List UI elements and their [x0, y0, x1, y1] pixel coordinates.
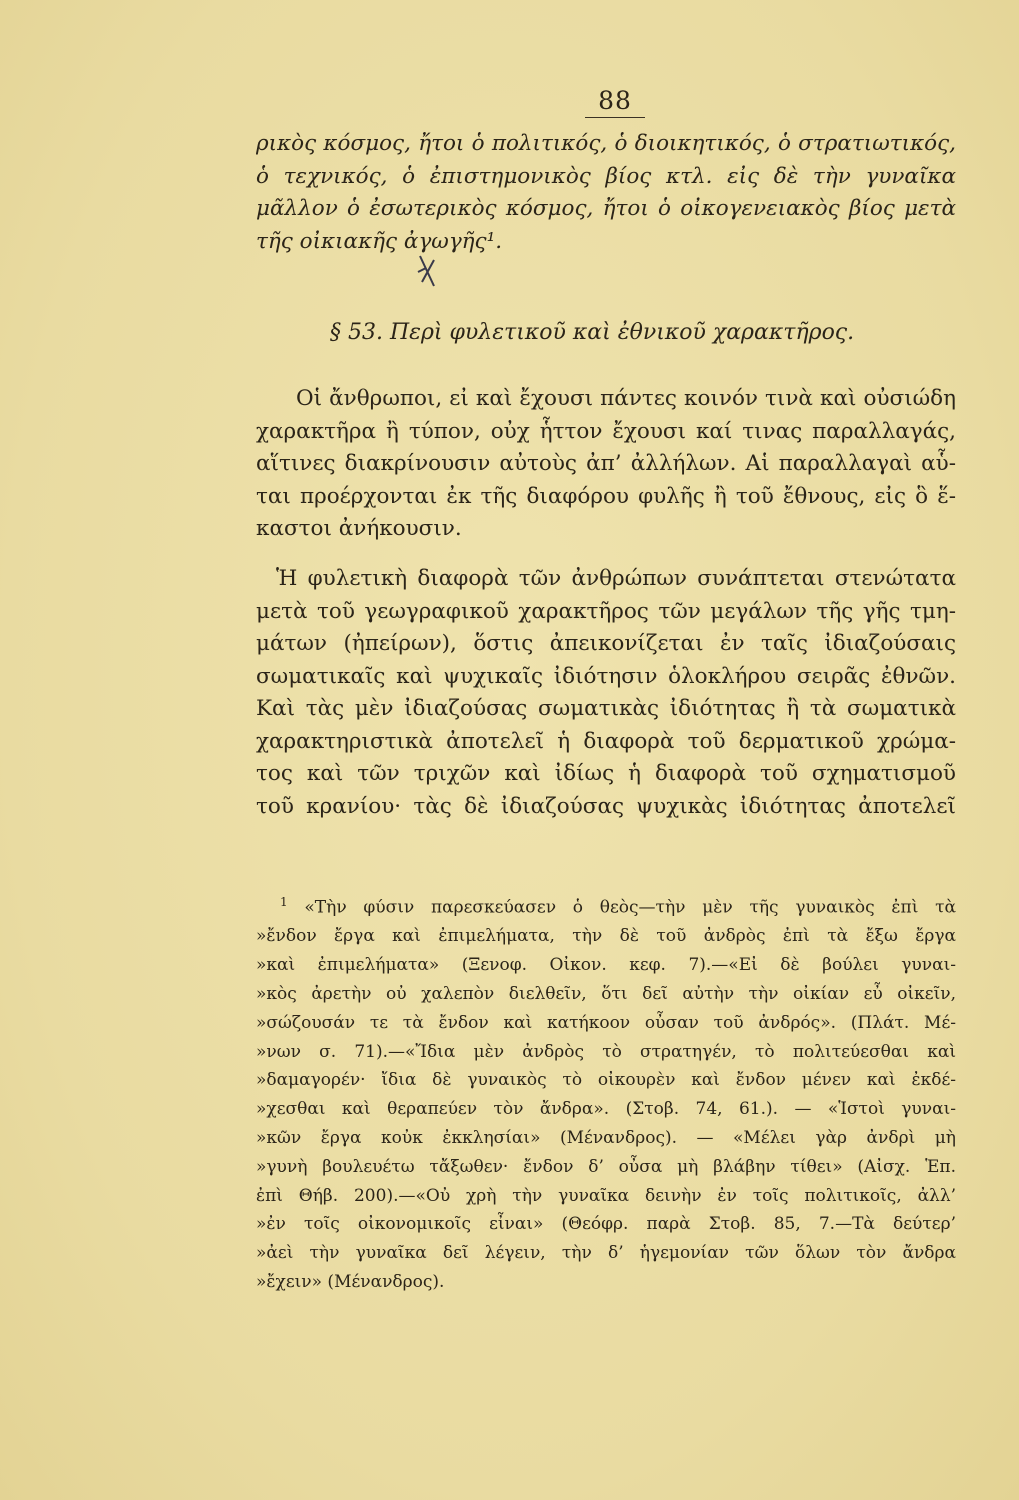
footnote-line: »νων σ. 71).—«Ἴδια μὲν ἀνδρὸς τὸ στρατηγέν, τὸ πολιτεύεσθαι καὶ [256, 1041, 956, 1062]
section-heading: § 53. Περὶ φυλετικοῦ καὶ ἐθνικοῦ χαρακτῆρος. [330, 320, 855, 345]
text-line: χαρακτῆρα ἢ τύπον, οὐχ ἧττον ἔχουσι καί τινας παραλλαγάς, [256, 418, 956, 444]
footnote-line: »ἔνδον ἔργα καὶ ἐπιμελήματα, τὴν δὲ τοῦ ἀνδρὸς ἐπὶ τὰ ἔξω ἔργα [256, 926, 956, 947]
text-line: καστοι ἀνήκουσιν. [256, 516, 462, 541]
text-line: αἵτινες διακρίνουσιν αὐτοὺς ἀπ’ ἀλλήλων. Αἱ παραλλαγαὶ αὗ- [256, 451, 956, 476]
footnote-line: »ἀεὶ τὴν γυναῖκα δεῖ λέγειν, τὴν δ’ ἡγεμονίαν τῶν ὅλων τὸν ἄνδρα [256, 1243, 956, 1264]
footnote-line: ἐπὶ Θήβ. 200).—«Οὐ χρὴ τὴν γυναῖκα δεινὴν ἐν τοῖς πολιτικοῖς, ἀλλ’ [256, 1185, 956, 1206]
footnote-line: »ἐν τοῖς οἰκονομικοῖς εἶναι» (Θεόφρ. παρὰ Στοβ. 85, 7.—Τὰ δεύτερ’ [256, 1214, 956, 1235]
footnote-line: »κὸς ἀρετὴν οὐ χαλεπὸν διελθεῖν, ὅτι δεῖ αὐτὴν τὴν οἰκίαν εὖ οἰκεῖν, [256, 984, 956, 1005]
text-line: σωματικαῖς καὶ ψυχικαῖς ἰδιότησιν ὁλοκλήρου σειρᾶς ἐθνῶν. [256, 663, 956, 689]
text-line: Οἱ ἄνθρωποι, εἰ καὶ ἔχουσι πάντες κοινόν τινὰ καὶ οὐσιώδη [296, 386, 956, 411]
footnote-marker: 1 [280, 895, 288, 909]
text-line: χαρακτηριστικὰ ἀποτελεῖ ἡ διαφορὰ τοῦ δερματικοῦ χρώμα- [256, 728, 956, 754]
text-line: τῆς οἰκιακῆς ἀγωγῆς¹. [256, 228, 503, 254]
footnote-line: »κῶν ἔργα κοὐκ ἐκκλησίαι» (Μένανδρος). — «Μέλει γὰρ ἀνδρὶ μὴ [256, 1128, 956, 1149]
footnote-line: $^1$ «Τὴν φύσιν παρεσκεύασεν ὁ θεὸς—τὴν μὲν τῆς γυναικὸς ἐπὶ τὰ [280, 895, 956, 918]
intro-paragraph [256, 128, 956, 258]
text-line: μάτων (ἠπείρων), ὅστις ἀπεικονίζεται ἐν ταῖς ἰδιαζούσαις [256, 631, 956, 656]
text-line: ρικὸς κόσμος, ἤτοι ὁ πολιτικός, ὁ διοικητικός, ὁ στρατιωτικός, [256, 131, 956, 156]
paragraph-2 [256, 563, 956, 823]
text-line: ται προέρχονται ἐκ τῆς διαφόρου φυλῆς ἢ τοῦ ἔθνους, εἰς ὃ ἕ- [256, 483, 956, 509]
footnote-line: »σώζουσάν τε τὰ ἔνδον καὶ κατήκοον οὖσαν τοῦ ἀνδρός». (Πλάτ. Μέ- [256, 1012, 956, 1033]
text-line: τοῦ κρανίου· τὰς δὲ ἰδιαζούσας ψυχικὰς ἰδιότητας ἀποτελεῖ [256, 793, 956, 819]
footnote [256, 888, 956, 1297]
footnote-line: »καὶ ἐπιμελήματα» (Ξενοφ. Οἰκον. κεφ. 7).—«Εἰ δὲ βούλει γυναι- [256, 955, 956, 976]
text-line: Ἡ φυλετικὴ διαφορὰ τῶν ἀνθρώπων συνάπτεται στενώτατα [276, 566, 956, 591]
footnote-line: »χεσθαι καὶ θεραπεύεν τὸν ἄνδρα». (Στοβ. 74, 61.). — «Ἱστοὶ γυναι- [256, 1099, 956, 1120]
paragraph-1 [256, 383, 956, 546]
footnote-line: »ἔχειν» (Μένανδρος). [256, 1272, 445, 1293]
pencil-mark-icon [416, 252, 440, 292]
text-line: ὁ τεχνικός, ὁ ἐπιστημονικὸς βίος κτλ. εἰς δὲ τὴν γυναῖκα [256, 163, 956, 189]
text-line: Καὶ τὰς μὲν ἰδιαζούσας σωματικὰς ἰδιότητας ἢ τὰ σωματικὰ [256, 696, 956, 721]
text-line: τος καὶ τῶν τριχῶν καὶ ἰδίως ἡ διαφορὰ τοῦ σχηματισμοῦ [256, 761, 956, 786]
footnote-line: »γυνὴ βουλευέτω τἄξωθεν· ἔνδον δ’ οὖσα μὴ βλάβην τίθει» (Αἰσχ. Ἑπ. [256, 1156, 956, 1177]
text-line: μᾶλλον ὁ ἐσωτερικὸς κόσμος, ἤτοι ὁ οἰκογενειακὸς βίος μετὰ [256, 196, 956, 221]
page-number: 88 [585, 86, 645, 118]
text-line: μετὰ τοῦ γεωγραφικοῦ χαρακτῆρος τῶν μεγάλων τῆς γῆς τμη- [256, 598, 956, 624]
footnote-line: »δαμαγορέν· ἴδια δὲ γυναικὸς τὸ οἰκουρὲν καὶ ἔνδον μένεν καὶ ἐκδέ- [256, 1070, 956, 1091]
